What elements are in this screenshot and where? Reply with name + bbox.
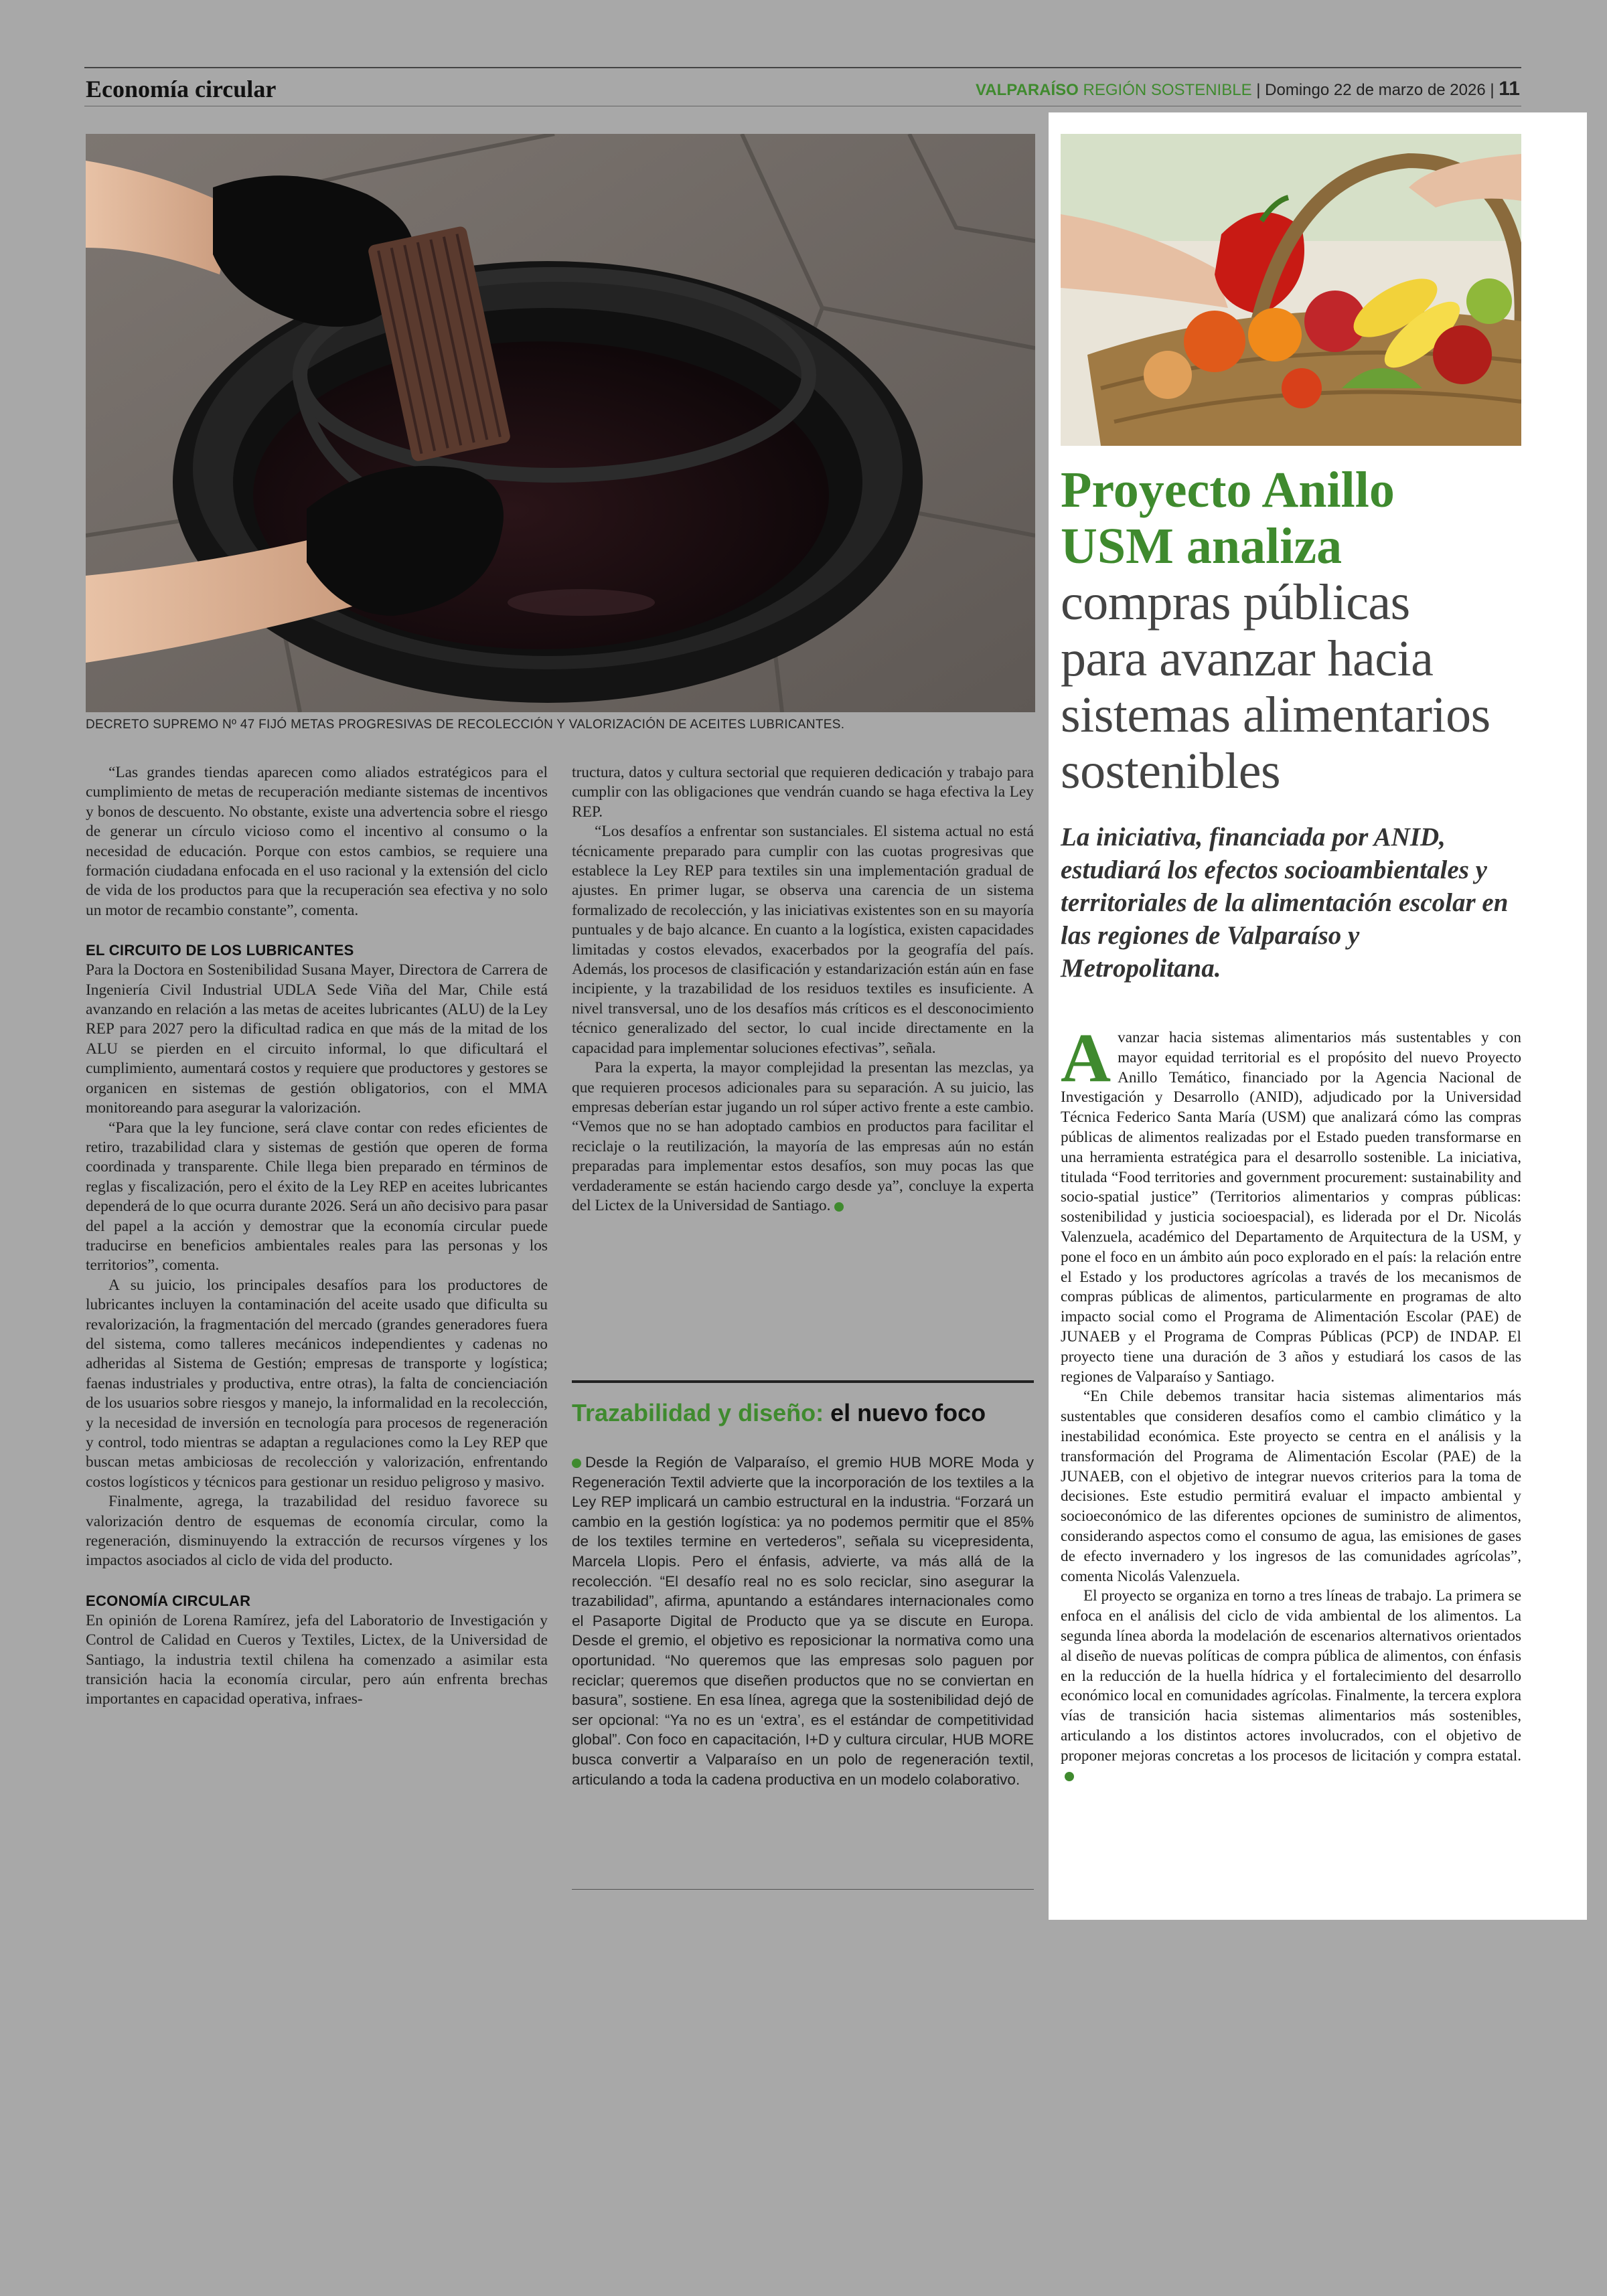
- vegetable-basket-photo: [1061, 134, 1521, 446]
- side-story-body: [1061, 1019, 1521, 1786]
- headline-line: compras públicas: [1061, 574, 1410, 631]
- paragraph: “Los desafíos a enfrentar son sustanciales. El sistema actual no está técnicamente preparado para cumplir con las cuotas progresivas que establece la Ley REP para textiles sin una implementación gradual de ajustes. En primer lugar, se observa una carencia de un sistema formalizado de recolección, y las iniciativas existentes son en su mayoría puntuales y de bajo alcance. En cuanto a la logística, existen capacidades limitadas y costos elevados, exacerbados por la geografía del país. Además, los procesos de clasificación y estandarización están aún en fase incipiente, y la trazabilidad de los residuos textiles es insuficiente. A nivel transversal, uno de los desafíos más críticos es el desconocimiento técnico generalizado del sector, lo cual incide directamente en la capacidad para implementar soluciones efectivas”, señala.: [572, 823, 1034, 1057]
- article-column-2: [572, 763, 1034, 1216]
- box-title-green: Trazabilidad y diseño:: [572, 1399, 824, 1426]
- headline-line: sostenibles: [1061, 743, 1281, 799]
- headline-line: Proyecto Anillo: [1061, 462, 1395, 518]
- headline-line: sistemas alimentarios: [1061, 687, 1490, 743]
- box-bottom-rule: [572, 1889, 1034, 1890]
- end-mark-icon: [834, 1202, 844, 1212]
- folio-city: VALPARAÍSO: [976, 81, 1079, 99]
- box-paragraph: Desde la Región de Valparaíso, el gremio HUB MORE Moda y Regeneración Textil advierte que la incorporación de los textiles a la Ley REP implicará un cambio estructural en la industria. “Forzará un cambio en la gestión logística: ya no podemos permitir que el 85% de los textiles termine en vertederos”, señala su vicepresidenta, Marcela Llopis. Pero el énfasis, advierte, va más allá de la recolección. “El desafío real no es solo reciclar, sino asegurar la trazabilidad”, afirma, apuntando a estándares internacionales como el Pasaporte Digital de Producto que ya se discute en Europa. Desde el gremio, el objetivo es reposicionar la normativa como una oportunidad. “No queremos que las empresas solo paguen por reciclar; queremos que diseñen productos que no se conviertan en basura”, sostiene. En esa línea, agrega que la sostenibilidad dejó de ser opcional: “Ya no es un ‘extra’, es el estándar de competitividad global”. Con foco en capacitación, I+D y cultura circular, HUB MORE busca convertir a Valparaíso en un polo de regeneración textil, articulando a toda la cadena productiva en un modelo colaborativo.: [572, 1454, 1034, 1788]
- folio-region: REGIÓN SOSTENIBLE: [1083, 81, 1252, 99]
- box-text: [572, 1453, 1034, 1789]
- paragraph: Finalmente, agrega, la trazabilidad del residuo favorece su valorización dentro de esquemas de economía circular, como la regeneración, disminuyendo la extracción de recursos vírgenes y los impactos asociados al ciclo de vida del producto.: [86, 1493, 548, 1570]
- box-title: [572, 1399, 986, 1427]
- side-headline: [1061, 462, 1529, 799]
- folio-date: | Domingo 22 de marzo de 2026 |: [1256, 81, 1495, 99]
- paragraph: [1061, 1586, 1521, 1786]
- bullet-icon: [572, 1459, 581, 1468]
- subhead-economia-circular: ECONOMÍA CIRCULAR: [86, 1592, 251, 1609]
- headline-line: para avanzar hacia: [1061, 631, 1434, 687]
- photo-caption: DECRETO SUPREMO Nº 47 FIJÓ METAS PROGRESIVAS DE RECOLECCIÓN Y VALORIZACIÓN DE ACEITES LUBRICANTES.: [86, 718, 845, 732]
- paragraph-text: Para la experta, la mayor complejidad la presentan las mezclas, ya que requieren procesos adicionales para su separación. A su juicio, las empresas deberían estar jugando un rol súper activo frente a este cambio. “Vemos que no se han adoptado cambios en productos para facilitar el reciclaje o la reutilización, la mayoría de las empresas aún no están preparadas para implementar estos desafíos, son muy pocas las que verdaderamente se están haciendo cargo desde ya”, concluye la experta del Lictex de la Universidad de Santiago.: [572, 1059, 1034, 1214]
- paragraph: tructura, datos y cultura sectorial que requieren dedicación y trabajo para cumplir con las obligaciones que vendrán cuando se haga efectiva la Ley REP.: [572, 764, 1034, 821]
- section-label: Economía circular: [86, 76, 277, 102]
- oil-drain-photo: [86, 134, 1035, 712]
- paragraph: En opinión de Lorena Ramírez, jefa del Laboratorio de Investigación y Control de Calidad en Cueros y Textiles, Lictex, de la Universidad de Santiago, la industria textil chilena ha comenzado a asimilar esta transición hacia la economía circular, pero aún enfrenta brechas importantes en capacidad operativa, infraes-: [86, 1611, 548, 1708]
- paragraph: A su juicio, los principales desafíos para los productores de lubricantes incluyen la contaminación del aceite usado que dificulta su revalorización, la fragmentación del mercado (grandes generadores fuera del sistema, como talleres mecánicos independientes y cadenas no adheridas al Sistema de Gestión; empresas de transporte y logística; faenas industriales y productiva, entre otras), la falta de concienciación de los usuarios sobre riesgos y manejo, la informalidad en la recolección, y la necesidad de inversión en tecnología para procesos de regeneración y control, todo mientras se adaptan a regulaciones como la Ley REP que buscan metas ambiciosas de recolección y valorización, enfrentando costos logísticos y técnicos para gestionar un residuo peligroso y masivo.: [86, 1276, 548, 1491]
- box-top-rule: [572, 1380, 1034, 1383]
- subhead-lubricantes: EL CIRCUITO DE LOS LUBRICANTES: [86, 942, 354, 959]
- drop-cap: A: [1061, 1019, 1112, 1096]
- paragraph: “Para que la ley funcione, será clave contar con redes eficientes de retiro, trazabilidad clara y sistemas de gestión que operen de forma coordinada y transparente. Chile llega bien preparado en términos de reglas y fiscalización, pero el éxito de la Ley REP en aceites lubricantes dependerá de lo que ocurra durante 2026. Será un año decisivo para pasar del papel a la acción y demostrar que la economía circular puede traducirse en beneficios ambientales reales para las personas y los territorios”, comenta.: [86, 1119, 548, 1275]
- article-column-1: [86, 763, 548, 1710]
- paragraph: Para la Doctora en Sostenibilidad Susana Mayer, Directora de Carrera de Ingeniería Civil Industrial UDLA Sede Viña del Mar, Chile está avanzando en relación a las metas de aceites lubricantes (ALU) de la Ley REP para 2027 pero la dificultad radica en que más de la mitad de los ALU se pierden en el circuito informal, lo que dificultará el cumplimiento, aumentará costos y requiere que productores y gestores se organicen en sistemas de gestión obligatorios, con el MMA monitoreando para asegurar la valorización.: [86, 961, 548, 1117]
- top-rule: [84, 67, 1521, 68]
- paragraph-text: El proyecto se organiza en torno a tres líneas de trabajo. La primera se enfoca en el análisis del ciclo de vida ambiental de los alimentos. La segunda línea aborda la modelación de escenarios alternativos orientados al diseño de nuevas políticas de compra pública de alimentos, con énfasis en la reducción de la huella hídrica y el fortalecimiento del desarrollo económico local en comunidades agrícolas. Finalmente, la tercera explora vías de transición hacia sistemas alimentarios más sostenibles, articulando a los distintos actores involucrados, con el objetivo de proponer mejoras concretas a los procesos de licitación y compra estatal.: [1061, 1587, 1521, 1765]
- side-deck: La iniciativa, financiada por ANID, estudiará los efectos socioambientales y territoriales de la alimentación escolar en las regiones de Valparaíso y Metropolitana.: [1061, 823, 1509, 983]
- paragraph: [1061, 1019, 1521, 1387]
- page-number: 11: [1499, 78, 1520, 100]
- paragraph: “Las grandes tiendas aparecen como aliados estratégicos para el cumplimiento de metas de recuperación mediante sistemas de incentivos y bonos de descuento. No obstante, existe una advertencia sobre el riesgo de generar un círculo vicioso como el incentivo al consumo o la necesidad de educación. Porque con estos cambios, se requiere una formación ciudadana enfocada en el uso racional y la extensión del ciclo de vida de los productos para que la recuperación sea efectiva y no solo un motor de recambio constante”, comenta.: [86, 764, 548, 919]
- box-title-dark: el nuevo foco: [830, 1399, 986, 1426]
- folio: [976, 78, 1520, 100]
- paragraph: [572, 1058, 1034, 1216]
- headline-line: USM analiza: [1061, 518, 1343, 574]
- paragraph: “En Chile debemos transitar hacia sistemas alimentarios más sustentables que consideren desafíos como el cambio climático y la inestabilidad económica. Este proyecto se centra en el análisis y la transformación del Programa de Alimentación Escolar (PAE) de la JUNAEB, con el objetivo de integrar nuevos criterios para la toma de decisiones. Este estudio permitirá evaluar el impacto ambiental y socioeconómico de las diferentes opciones de suministro de alimentos, considerando aspectos como el consumo de agua, las emisiones de gases de efecto invernadero y los ingresos de las comunidades agrícolas”, comenta Nicolás Valenzuela.: [1061, 1388, 1521, 1585]
- paragraph-text: vanzar hacia sistemas alimentarios más sustentables y con mayor equidad territorial es el propósito del nuevo Proyecto Anillo Temático, financiado por la Agencia Nacional de Investigación y Desarrollo (ANID), adjudicado por la Universidad Técnica Federico Santa María (USM) que analizará cómo las compras públicas de alimentos realizadas por el Estado pueden transformarse en una herramienta estratégica para el desarrollo sostenible. La iniciativa, titulada “Food territories and government procurement: sustainability and socio-spatial justice” (Territorios alimentarios y compras públicas: sostenibilidad y justicia socioespacial), es liderada por el Dr. Nicolás Valenzuela, académico del Departamento de Arquitectura de la USM, y pone el foco en un ámbito aún poco explorado en el país: la relación entre el Estado y los productores agrícolas a través de los mecanismos de compras públicas de alimentos, particularmente en programas de alto impacto social como el Programa de Alimentación Escolar (PAE) de JUNAEB y el Programa de Compras Públicas (PCP) de INDAP. El proyecto tiene una duración de 3 años y estudiará los casos de las regiones de Valparaíso y Santiago.: [1061, 1029, 1521, 1386]
- end-mark-icon: [1065, 1772, 1074, 1781]
